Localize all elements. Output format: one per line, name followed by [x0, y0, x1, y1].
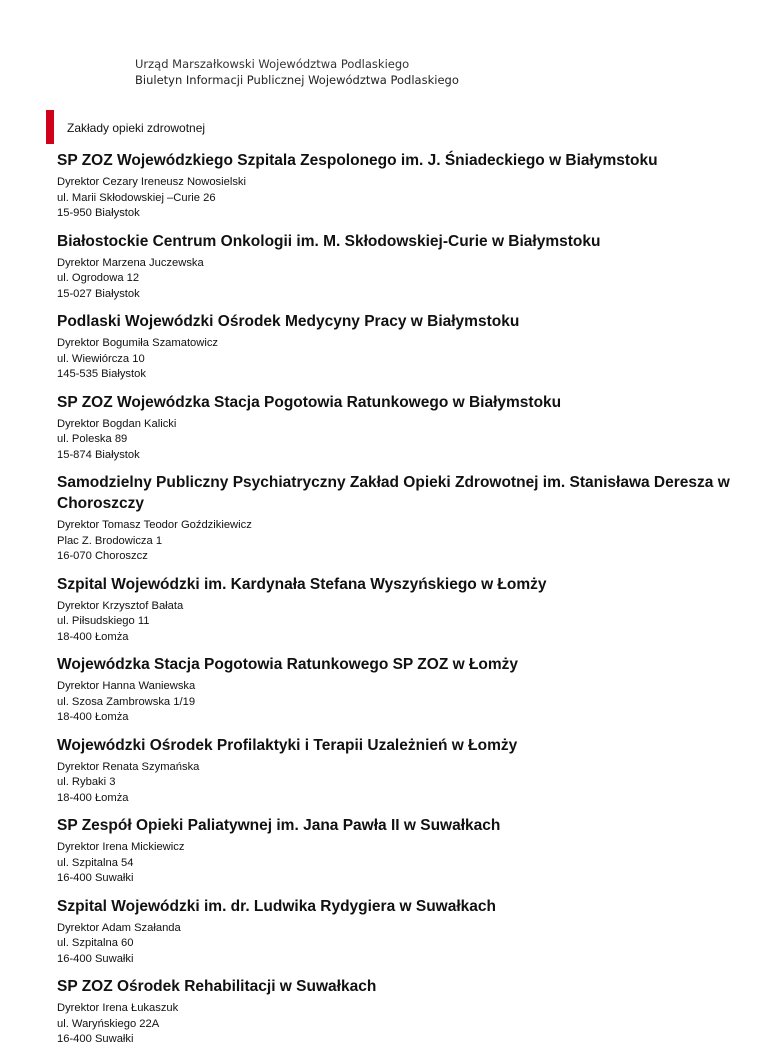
- institution-city: 16-070 Choroszcz: [57, 550, 148, 562]
- institution-entry: [57, 896, 737, 968]
- institution-city: 145-535 Białystok: [57, 368, 146, 380]
- header-office-name: Urząd Marszałkowski Województwa Podlaskiego: [135, 57, 410, 71]
- institution-street: ul. Szosa Zambrowska 1/19: [57, 695, 196, 708]
- institution-entry: [57, 574, 737, 646]
- document-header: [135, 56, 459, 88]
- institution-entry: [57, 815, 737, 887]
- institution-city: 18-400 Łomża: [57, 711, 129, 723]
- institution-street: ul. Waryńskiego 22A: [57, 1017, 160, 1030]
- institution-name: SP ZOZ Wojewódzkiego Szpitala Zespolonego im. J. Śniadeckiego w Białymstoku: [57, 152, 658, 169]
- institution-director: Dyrektor Bogdan Kalicki: [57, 417, 177, 430]
- institution-name: Samodzielny Publiczny Psychiatryczny Zakład Opieki Zdrowotnej im. Stanisława Deresza w Choroszczy: [57, 474, 730, 512]
- institution-city: 18-400 Łomża: [57, 791, 129, 804]
- institution-city: 15-874 Białystok: [57, 448, 140, 461]
- institution-entry: [57, 311, 737, 383]
- institution-street: ul. Ogrodowa 12: [57, 272, 140, 284]
- institution-director: Dyrektor Hanna Waniewska: [57, 680, 196, 692]
- institution-street: ul. Szpitalna 54: [57, 856, 134, 869]
- institution-city: 15-027 Białystok: [57, 287, 140, 300]
- institution-city: 15-950 Białystok: [57, 207, 140, 219]
- header-bulletin-name: Biuletyn Informacji Publicznej Województwa Podlaskiego: [135, 73, 459, 87]
- section-accent-bar: [46, 110, 54, 144]
- institutions-list: [57, 150, 737, 1057]
- institution-entry: [57, 654, 737, 726]
- institution-street: ul. Piłsudskiego 11: [57, 615, 150, 627]
- institution-entry: [57, 472, 737, 565]
- institution-entry: [57, 735, 737, 807]
- institution-street: Plac Z. Brodowicza 1: [57, 534, 163, 547]
- institution-city: 18-400 Łomża: [57, 630, 129, 643]
- institution-name: Wojewódzka Stacja Pogotowia Ratunkowego SP ZOZ w Łomży: [57, 656, 519, 673]
- institution-director: Dyrektor Irena Łukaszuk: [57, 1002, 179, 1014]
- institution-name: SP ZOZ Wojewódzka Stacja Pogotowia Ratunkowego w Białymstoku: [57, 393, 562, 411]
- institution-name: Szpital Wojewódzki im. dr. Ludwika Rydygiera w Suwałkach: [57, 897, 496, 915]
- institution-director: Dyrektor Marzena Juczewska: [57, 256, 204, 269]
- institution-director: Dyrektor Tomasz Teodor Goździkiewicz: [57, 519, 252, 531]
- institution-entry: [57, 150, 737, 222]
- institution-name: SP Zespół Opieki Paliatywnej im. Jana Pawła II w Suwałkach: [57, 817, 501, 834]
- institution-entry: [57, 231, 737, 303]
- section-title: Zakłady opieki zdrowotnej: [67, 121, 206, 135]
- institution-entry: [57, 976, 737, 1048]
- institution-director: Dyrektor Cezary Ireneusz Nowosielski: [57, 176, 247, 188]
- institution-city: 16-400 Suwałki: [57, 1033, 134, 1045]
- institution-name: Podlaski Wojewódzki Ośrodek Medycyny Pracy w Białymstoku: [57, 313, 520, 330]
- institution-entry: [57, 392, 737, 464]
- institution-director: Dyrektor Bogumiła Szamatowicz: [57, 337, 219, 349]
- institution-street: ul. Wiewiórcza 10: [57, 352, 145, 365]
- institution-director: Dyrektor Irena Mickiewicz: [57, 841, 185, 853]
- institution-street: ul. Szpitalna 60: [57, 937, 134, 949]
- institution-street: ul. Poleska 89: [57, 433, 128, 445]
- institution-director: Dyrektor Renata Szymańska: [57, 760, 200, 773]
- institution-city: 16-400 Suwałki: [57, 952, 134, 965]
- institution-street: ul. Marii Skłodowskiej –Curie 26: [57, 191, 216, 204]
- institution-city: 16-400 Suwałki: [57, 872, 134, 884]
- institution-name: Szpital Wojewódzki im. Kardynała Stefana Wyszyńskiego w Łomży: [57, 575, 547, 593]
- institution-name: SP ZOZ Ośrodek Rehabilitacji w Suwałkach: [57, 978, 377, 995]
- institution-director: Dyrektor Krzysztof Bałata: [57, 599, 184, 612]
- institution-director: Dyrektor Adam Szałanda: [57, 921, 181, 934]
- institution-name: Białostockie Centrum Onkologii im. M. Skłodowskiej-Curie w Białymstoku: [57, 232, 601, 250]
- institution-name: Wojewódzki Ośrodek Profilaktyki i Terapii Uzależnień w Łomży: [57, 736, 518, 754]
- institution-street: ul. Rybaki 3: [57, 776, 116, 788]
